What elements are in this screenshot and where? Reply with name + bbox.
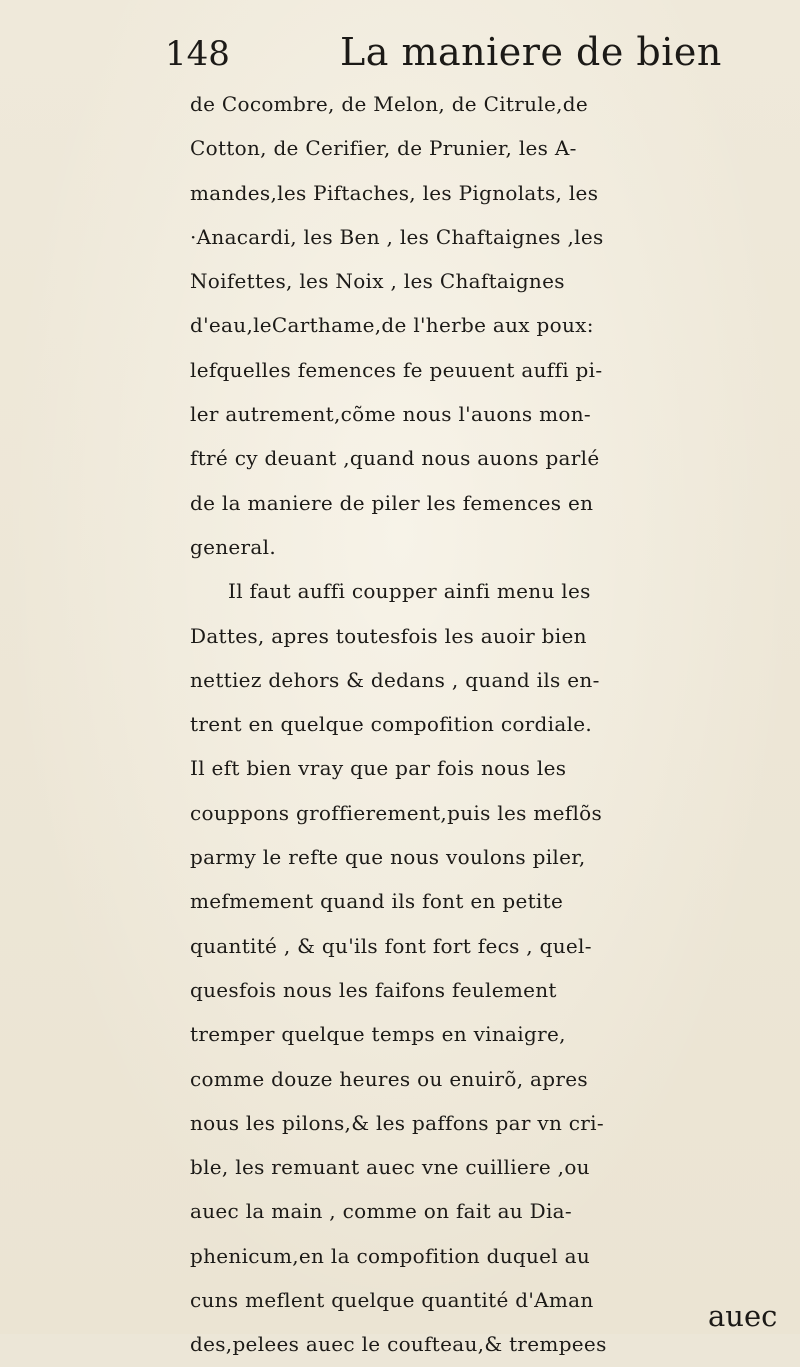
catchword: auec [708, 1299, 778, 1333]
page-number: 148 [165, 34, 230, 74]
text-line: cuns meflent quelque quantité d'Aman [190, 1288, 594, 1313]
running-title: La maniere de bien [340, 30, 722, 74]
text-line: comme douze heures ou enuirõ, apres [190, 1066, 588, 1091]
page-header [0, 30, 800, 80]
text-line: tremper quelque temps en vinaigre, [190, 1022, 566, 1047]
text-line: ftré cy deuant ,quand nous auons parlé [190, 446, 600, 471]
text-line: couppons groffierement,puis les meflõs [190, 800, 603, 825]
text-line: ler autrement,cõme nous l'auons mon- [190, 402, 591, 427]
text-line: ·Anacardi, les Ben , les Chaftaignes ,les [190, 224, 604, 249]
text-line: de la maniere de piler les femences en [190, 490, 594, 515]
text-line: mefmement quand ils font en petite [190, 889, 564, 914]
text-line: Noifettes, les Noix , les Chaftaignes [190, 269, 565, 294]
text-line: auec la main , comme on fait au Dia- [190, 1199, 572, 1224]
text-line: mandes,les Piftaches, les Pignolats, les [190, 180, 599, 205]
text-line: des,pelees auec le coufteau,& trempees [190, 1332, 607, 1357]
text-line: d'eau,leCarthame,de l'herbe aux poux: [190, 313, 594, 338]
text-line: trent en quelque compofition cordiale. [190, 712, 593, 737]
text-line: quantité , & qu'ils font fort fecs , quel- [190, 933, 592, 958]
text-line: nettiez dehors & dedans , quand ils en- [190, 667, 600, 692]
text-line: ble, les remuant auec vne cuilliere ,ou [190, 1155, 590, 1180]
text-line: parmy le refte que nous voulons piler, [190, 845, 586, 870]
text-line: phenicum,en la compofition duquel au [190, 1243, 591, 1268]
text-line: Cotton, de Cerifier, de Prunier, les A- [190, 136, 577, 161]
text-line: lefquelles femences fe peuuent auffi pi- [190, 357, 603, 382]
paragraph-start-line: Il faut auffi coupper ainfi menu les [228, 579, 591, 604]
text-line: Il eft bien vray que par fois nous les [190, 756, 567, 781]
text-line: Dattes, apres toutesfois les auoir bien [190, 623, 587, 648]
text-line: quesfois nous les faifons feulement [190, 977, 557, 1002]
text-line: general. [190, 534, 276, 559]
text-line: de Cocombre, de Melon, de Citrule,de [190, 92, 589, 116]
text-line: nous les pilons,& les paffons par vn cri- [190, 1110, 604, 1135]
body-text [190, 82, 800, 1367]
